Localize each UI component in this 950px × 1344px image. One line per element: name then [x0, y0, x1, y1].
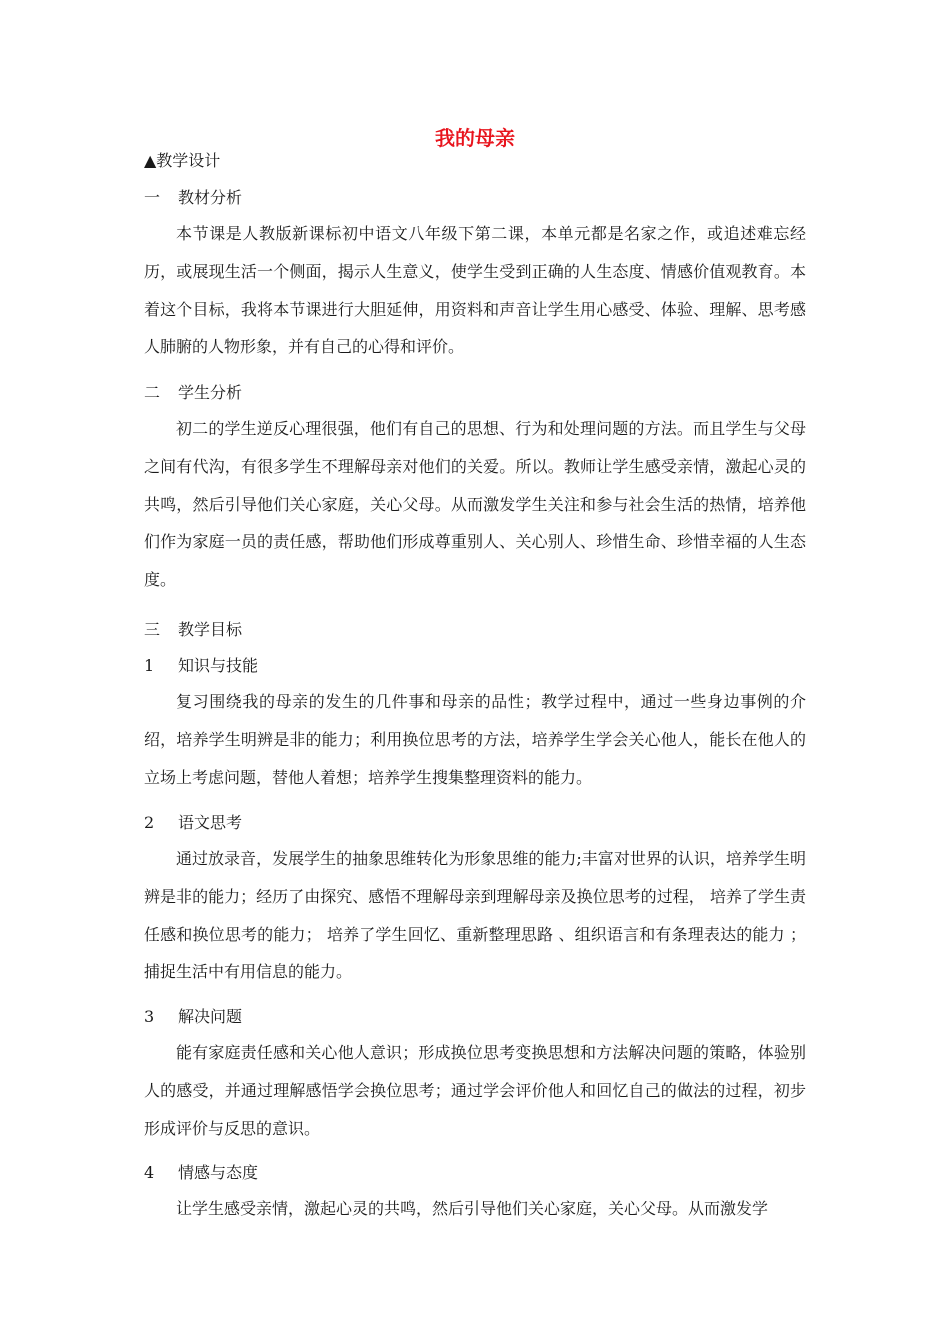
section-title: 学生分析: [178, 383, 243, 402]
section-number: 三: [144, 620, 161, 639]
section-label: ▲教学设计: [144, 151, 221, 170]
goal-number: 3: [144, 1007, 155, 1026]
goal-number: 2: [144, 813, 155, 832]
section-paragraph: 初二的学生逆反心理很强，他们有自己的思想、行为和处理问题的方法。而且学生与父母之间有代沟，有很多学生不理解母亲对他们的关爱。所以。教师让学生感受亲情，激起心灵的共鸣，然后引导他们关心家庭，关心父母。从而激发学生关注和参与社会生活的热情，培养他们作为家庭一员的责任感，帮助他们形成尊重别人、关心别人、珍惜生命、珍惜幸福的人生态度。: [144, 419, 806, 590]
goal-title: 语文思考: [178, 813, 243, 832]
goal-paragraph: 通过放录音，发展学生的抽象思维转化为形象思维的能力;丰富对世界的认识，培养学生明辨是非的能力；经历了由探究、感悟不理解母亲到理解母亲及换位思考的过程， 培养了学生责任感和换位思考的能力； 培养了学生回忆、重新整理思路 、组织语言和有条理表达的能力 ；捕捉生活中有用信息的能力。: [144, 849, 806, 982]
section-number: 二: [144, 383, 161, 402]
goal-heading: [144, 1006, 242, 1028]
section-heading: [144, 187, 242, 209]
section-title: 教材分析: [178, 188, 243, 207]
document-title: 我的母亲: [435, 126, 515, 150]
goal-heading: [144, 655, 258, 677]
goal-title: 情感与态度: [178, 1163, 259, 1182]
section-heading: [144, 382, 242, 404]
section-title: 教学目标: [178, 620, 243, 639]
section-number: 一: [144, 188, 161, 207]
goal-paragraph: 让学生感受亲情，激起心灵的共鸣，然后引导他们关心家庭，关心父母。从而激发学: [176, 1199, 769, 1218]
section-paragraph: 本节课是人教版新课标初中语文八年级下第二课，本单元都是名家之作，或追述难忘经历，或展现生活一个侧面，揭示人生意义，使学生受到正确的人生态度、情感价值观教育。本着这个目标，我将本节课进行大胆延伸，用资料和声音让学生用心感受、体验、理解、思考感人肺腑的人物形象，并有自己的心得和评价。: [144, 224, 806, 357]
goal-number: 1: [144, 656, 155, 675]
goal-paragraph: 能有家庭责任感和关心他人意识；形成换位思考变换思想和方法解决问题的策略，体验别人的感受，并通过理解感悟学会换位思考；通过学会评价他人和回忆自己的做法的过程，初步形成评价与反思的意识。: [144, 1043, 806, 1138]
goal-paragraph: 复习围绕我的母亲的发生的几件事和母亲的品性；教学过程中，通过一些身边事例的介绍，培养学生明辨是非的能力；利用换位思考的方法，培养学生学会关心他人，能长在他人的立场上考虑问题，替他人着想；培养学生搜集整理资料的能力。: [144, 692, 806, 787]
goal-title: 解决问题: [178, 1007, 243, 1026]
section-heading: [144, 619, 242, 641]
goal-heading: [144, 1162, 258, 1184]
goal-title: 知识与技能: [178, 656, 259, 675]
goal-number: 4: [144, 1163, 155, 1182]
goal-heading: [144, 812, 242, 834]
